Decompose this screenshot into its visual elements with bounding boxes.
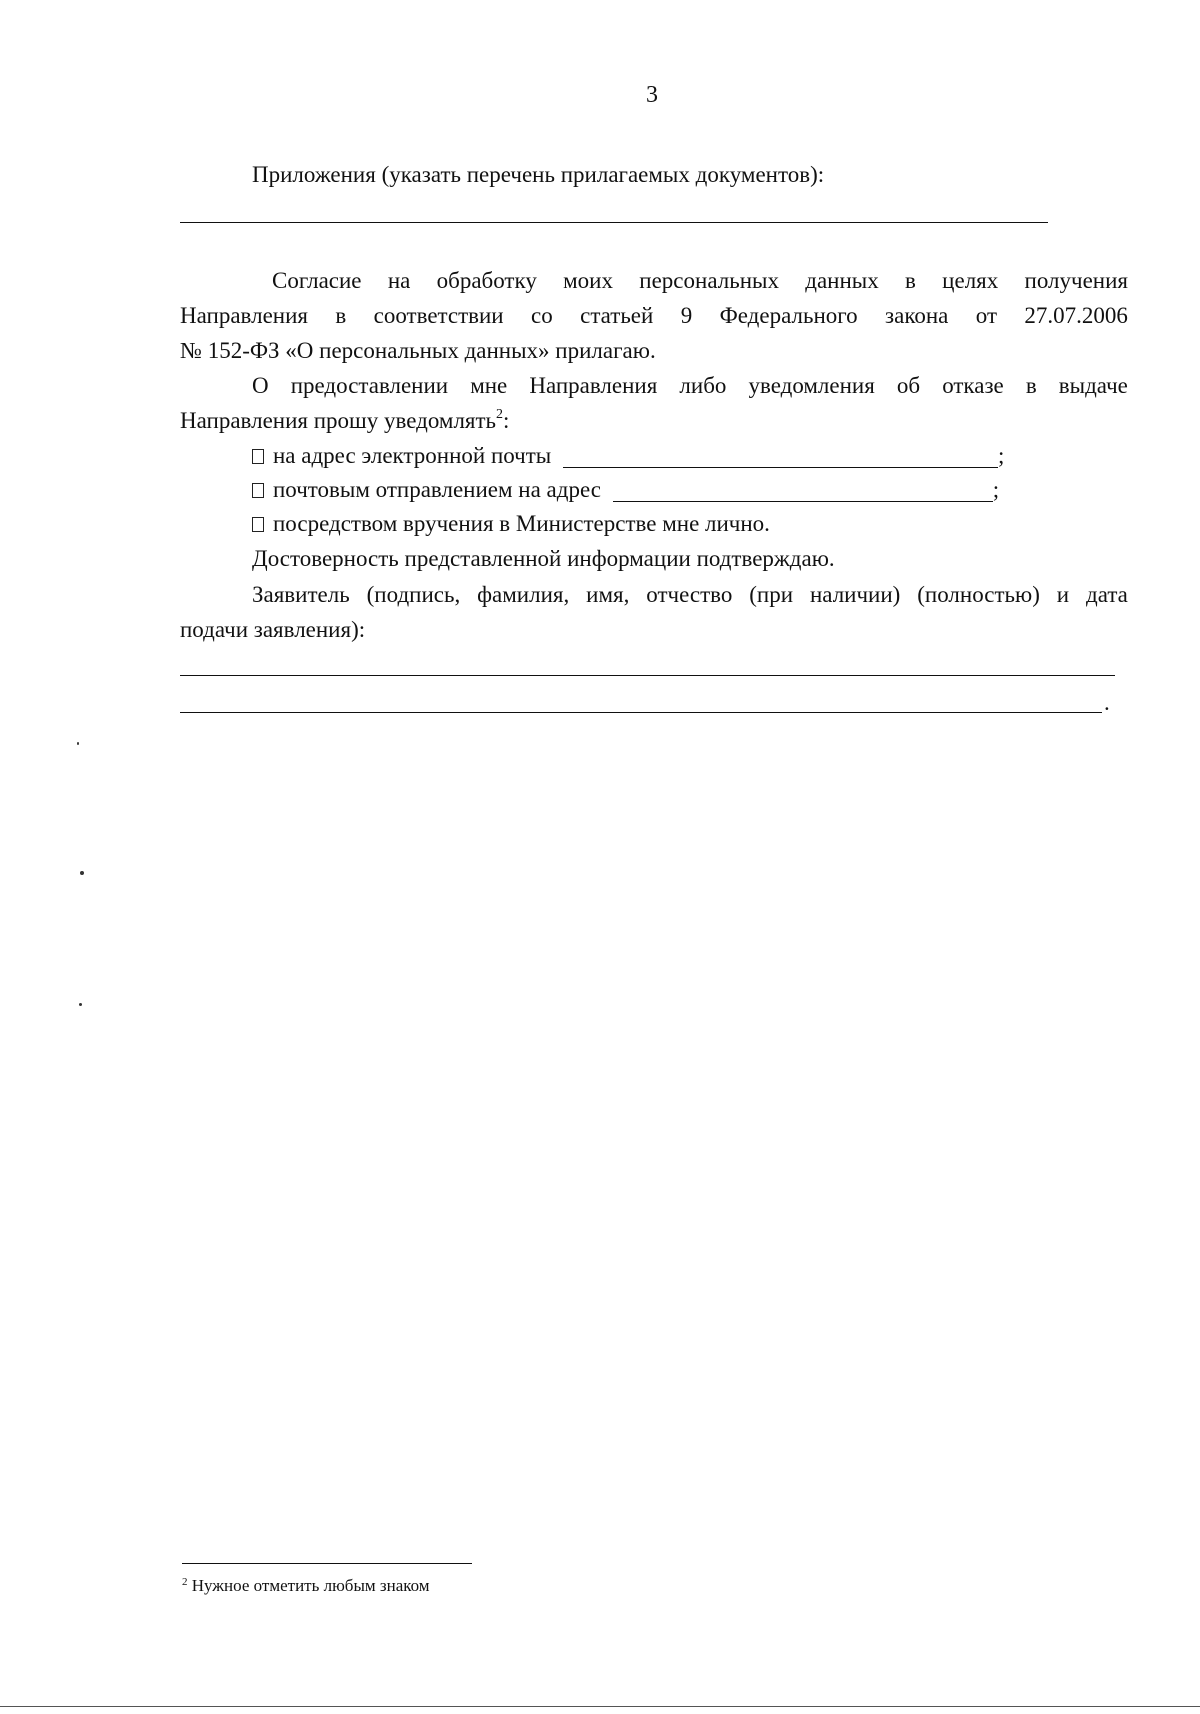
attachments-heading: Приложения (указать перечень прилагаемых документов): [252, 162, 825, 187]
consent-word: в [335, 303, 347, 328]
consent-word: Федерального [719, 303, 858, 328]
applicant-line-1 [252, 581, 1128, 609]
notification-text: Направления прошу уведомлять [180, 408, 497, 433]
applicant-word: (при [749, 582, 794, 607]
consent-word: обработку [436, 268, 537, 293]
consent-word: 9 [680, 303, 693, 328]
notification-line-2 [180, 407, 509, 435]
footnote-marker: 2 [182, 1576, 188, 1588]
option-in-person [252, 510, 770, 538]
consent-word: со [531, 303, 553, 328]
consent-word: моих [563, 268, 613, 293]
applicant-word: (полностью) [917, 582, 1040, 607]
page-number: 3 [646, 82, 658, 108]
attachments-fill-line [180, 222, 1048, 223]
applicant-word: наличии) [809, 582, 901, 607]
confirmation-text: Достоверность представленной информации подтверждаю. [252, 546, 835, 571]
consent-line-3: № 152-ФЗ «О персональных данных» прилагаю. [180, 338, 656, 363]
consent-line-2 [180, 302, 1128, 330]
notification-word: либо [679, 373, 727, 398]
consent-word: персональных [639, 268, 779, 293]
footnote [182, 1576, 430, 1596]
consent-word: Направления [180, 303, 308, 328]
option-email [252, 442, 1004, 470]
applicant-word: и [1056, 582, 1070, 607]
notification-word: О [252, 373, 269, 398]
consent-word: целях [942, 268, 999, 293]
consent-word: закона [885, 303, 949, 328]
consent-word: соответствии [373, 303, 504, 328]
footnote-ref: 2 [496, 407, 504, 422]
signature-line-1[interactable] [180, 675, 1115, 676]
consent-word: получения [1024, 268, 1128, 293]
applicant-line-2: подачи заявления): [180, 617, 366, 642]
consent-word: данных [805, 268, 879, 293]
notification-word: об [896, 373, 921, 398]
post-checkbox[interactable] [252, 483, 264, 498]
option-post [252, 476, 999, 504]
notification-word: предоставлении [290, 373, 449, 398]
consent-word: в [905, 268, 916, 293]
notification-word: уведомления [748, 373, 875, 398]
scan-speck [79, 1003, 82, 1006]
option-post-label: почтовым отправлением на адрес [273, 477, 601, 502]
footnote-separator [182, 1563, 472, 1564]
in-person-checkbox[interactable] [252, 517, 264, 532]
applicant-word: Заявитель [252, 582, 350, 607]
option-post-end: ; [992, 477, 1000, 502]
signature-end-period: . [1104, 690, 1110, 715]
option-email-label: на адрес электронной почты [273, 443, 552, 468]
scan-speck [80, 871, 84, 875]
email-field[interactable] [563, 445, 998, 468]
consent-line-1 [272, 267, 1128, 295]
consent-word: статьей [580, 303, 654, 328]
applicant-word: фамилия, [477, 582, 570, 607]
applicant-word: (подпись, [366, 582, 461, 607]
applicant-word: имя, [586, 582, 630, 607]
consent-word: Согласие [272, 268, 362, 293]
notification-word: отказе [942, 373, 1004, 398]
notification-line-1 [252, 372, 1128, 400]
option-in-person-label: посредством вручения в Министерстве мне лично. [273, 511, 770, 536]
notification-colon: : [503, 408, 510, 433]
applicant-word: дата [1086, 582, 1128, 607]
option-email-end: ; [997, 443, 1005, 468]
consent-word: от [975, 303, 998, 328]
signature-line-2[interactable] [180, 712, 1102, 713]
scan-speck [77, 742, 79, 745]
footnote-text: Нужное отметить любым знаком [187, 1576, 430, 1595]
notification-word: выдаче [1058, 373, 1128, 398]
scan-edge [0, 1706, 1200, 1707]
email-checkbox[interactable] [252, 449, 264, 464]
applicant-word: отчество [646, 582, 733, 607]
notification-word: мне [470, 373, 508, 398]
consent-word: на [387, 268, 411, 293]
postal-address-field[interactable] [613, 479, 993, 502]
notification-word: Направления [529, 373, 658, 398]
consent-word: 27.07.2006 [1024, 303, 1128, 328]
notification-word: в [1025, 373, 1037, 398]
